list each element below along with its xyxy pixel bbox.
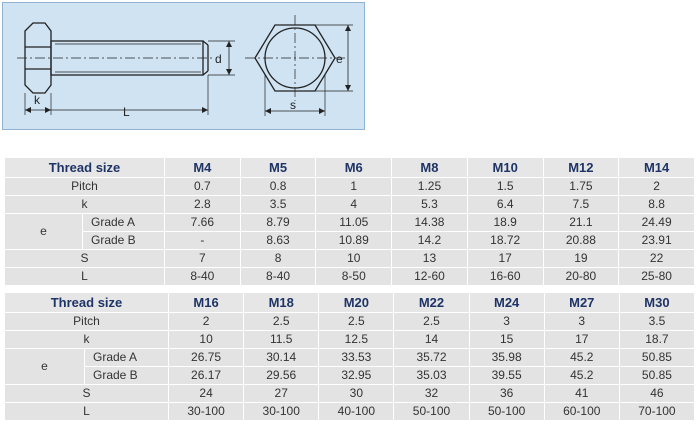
bolt-side-view xyxy=(17,23,235,115)
table-cell: 24 xyxy=(169,385,244,403)
table-cell: 40-100 xyxy=(319,403,394,421)
row-label: L xyxy=(5,403,169,421)
table-row-s xyxy=(5,385,695,403)
table-cell: 18.72 xyxy=(467,232,543,250)
row-label: e xyxy=(5,349,85,385)
table-cell: 30-100 xyxy=(244,403,319,421)
table-cell: 6.4 xyxy=(467,196,543,214)
table-cell: 19 xyxy=(543,250,619,268)
table-cell: 14.38 xyxy=(392,214,468,232)
table-cell: 70-100 xyxy=(619,403,694,421)
thread-size-header: Thread size xyxy=(5,158,165,178)
table-cell: 26.17 xyxy=(169,367,244,385)
k-arrow-left xyxy=(25,107,31,113)
table-cell: 10 xyxy=(169,331,244,349)
table-cell: 23.91 xyxy=(619,232,695,250)
table-cell: 45.2 xyxy=(544,367,619,385)
size-header: M30 xyxy=(619,293,694,313)
table-cell: 2.5 xyxy=(319,313,394,331)
thread-size-table-m16-m30 xyxy=(4,292,695,421)
table-row-l xyxy=(5,268,695,286)
size-header: M14 xyxy=(619,158,695,178)
s-arrow-left xyxy=(265,108,271,114)
row-label: k xyxy=(5,196,165,214)
table-cell: 2.5 xyxy=(394,313,469,331)
bolt-drawing-panel xyxy=(2,2,365,130)
table-row-header xyxy=(5,293,695,313)
k-arrow-right xyxy=(45,107,51,113)
thread-size-table-m4-m14 xyxy=(4,157,695,286)
size-header: M6 xyxy=(316,158,392,178)
table-cell: 1.75 xyxy=(543,178,619,196)
table-cell: 14 xyxy=(394,331,469,349)
size-header: M8 xyxy=(392,158,468,178)
table-cell: 1.25 xyxy=(392,178,468,196)
table-cell: 20.88 xyxy=(543,232,619,250)
table-cell: 8.79 xyxy=(240,214,316,232)
grade-label: Grade B xyxy=(85,367,169,385)
d-label: d xyxy=(215,52,222,66)
grade-label: Grade A xyxy=(83,214,165,232)
table-cell: 50.85 xyxy=(619,349,694,367)
k-label: k xyxy=(34,93,40,107)
table-cell: 1.5 xyxy=(467,178,543,196)
row-label: Pitch xyxy=(5,178,165,196)
d-arrow-top xyxy=(226,41,232,47)
table-cell: 10 xyxy=(316,250,392,268)
table-cell: 7.5 xyxy=(543,196,619,214)
table-cell: 35.98 xyxy=(469,349,544,367)
hex-bolt-drawing xyxy=(3,3,366,131)
table-cell: 27 xyxy=(244,385,319,403)
e-arrow-bottom xyxy=(345,85,351,91)
table-cell: 18.9 xyxy=(467,214,543,232)
table-row-pitch xyxy=(5,313,695,331)
thread-size-header: Thread size xyxy=(5,293,169,313)
table-cell: 8-40 xyxy=(240,268,316,286)
table-cell: 1 xyxy=(316,178,392,196)
size-header: M12 xyxy=(543,158,619,178)
table-cell: 50-100 xyxy=(469,403,544,421)
d-arrow-bottom xyxy=(226,69,232,75)
table-cell: 11.05 xyxy=(316,214,392,232)
size-header: M5 xyxy=(240,158,316,178)
table-cell: 0.7 xyxy=(165,178,241,196)
table-cell: 18.7 xyxy=(619,331,694,349)
table-cell: 4 xyxy=(316,196,392,214)
table-cell: 60-100 xyxy=(544,403,619,421)
grade-label: Grade B xyxy=(83,232,165,250)
table-cell: 25-80 xyxy=(619,268,695,286)
table-cell: 2.8 xyxy=(165,196,241,214)
s-label: s xyxy=(290,98,296,112)
table-row-s xyxy=(5,250,695,268)
table-cell: 12.5 xyxy=(319,331,394,349)
size-header: M24 xyxy=(469,293,544,313)
table-cell: 8-40 xyxy=(165,268,241,286)
table-row-pitch xyxy=(5,178,695,196)
grade-label: Grade A xyxy=(85,349,169,367)
table-cell: 46 xyxy=(619,385,694,403)
l-label: L xyxy=(123,105,130,119)
table-row-l xyxy=(5,403,695,421)
row-label: L xyxy=(5,268,165,286)
table-cell: 24.49 xyxy=(619,214,695,232)
table-row-e-grade-b xyxy=(5,232,695,250)
table-cell: 22 xyxy=(619,250,695,268)
table-cell: 12-60 xyxy=(392,268,468,286)
table-cell: 50.85 xyxy=(619,367,694,385)
dimension-arrows xyxy=(25,41,232,113)
table-cell: 17 xyxy=(467,250,543,268)
table-cell: 35.72 xyxy=(394,349,469,367)
table-cell: - xyxy=(165,232,241,250)
table-cell: 8.63 xyxy=(240,232,316,250)
table-cell: 3 xyxy=(544,313,619,331)
chamfer-top xyxy=(203,41,208,45)
end-view-arrows xyxy=(265,25,351,114)
table-cell: 0.8 xyxy=(240,178,316,196)
table-cell: 8-50 xyxy=(316,268,392,286)
table-cell: 10.89 xyxy=(316,232,392,250)
table-cell: 39.55 xyxy=(469,367,544,385)
table-cell: 50-100 xyxy=(394,403,469,421)
table-cell: 30 xyxy=(319,385,394,403)
table-cell: 29.56 xyxy=(244,367,319,385)
table-cell: 16-60 xyxy=(467,268,543,286)
table-cell: 32 xyxy=(394,385,469,403)
table-cell: 26.75 xyxy=(169,349,244,367)
table-cell: 33.53 xyxy=(319,349,394,367)
table-cell: 45.2 xyxy=(544,349,619,367)
row-label: Pitch xyxy=(5,313,169,331)
table-row-header xyxy=(5,158,695,178)
table-cell: 2 xyxy=(619,178,695,196)
table-cell: 36 xyxy=(469,385,544,403)
size-header: M18 xyxy=(244,293,319,313)
size-header: M16 xyxy=(169,293,244,313)
row-label: k xyxy=(5,331,169,349)
row-label: S xyxy=(5,250,165,268)
size-header: M22 xyxy=(394,293,469,313)
table-cell: 8 xyxy=(240,250,316,268)
size-header: M4 xyxy=(165,158,241,178)
e-arrow-top xyxy=(345,25,351,31)
s-arrow-right xyxy=(319,108,325,114)
row-label: S xyxy=(5,385,169,403)
table-cell: 35.03 xyxy=(394,367,469,385)
table-cell: 30.14 xyxy=(244,349,319,367)
table-cell: 32.95 xyxy=(319,367,394,385)
size-header: M20 xyxy=(319,293,394,313)
table-cell: 7 xyxy=(165,250,241,268)
table-cell: 3 xyxy=(469,313,544,331)
table-cell: 11.5 xyxy=(244,331,319,349)
table-cell: 2 xyxy=(169,313,244,331)
table-row-k xyxy=(5,196,695,214)
e-label: e xyxy=(336,52,343,66)
table-cell: 7.66 xyxy=(165,214,241,232)
size-header: M27 xyxy=(544,293,619,313)
table-cell: 21.1 xyxy=(543,214,619,232)
table-row-e-grade-a xyxy=(5,214,695,232)
table-cell: 3.5 xyxy=(619,313,694,331)
row-label: e xyxy=(5,214,83,250)
table-row-e-grade-a xyxy=(5,349,695,367)
table-row-k xyxy=(5,331,695,349)
table-cell: 15 xyxy=(469,331,544,349)
l-arrow-right xyxy=(202,107,208,113)
table-cell: 2.5 xyxy=(244,313,319,331)
table-cell: 41 xyxy=(544,385,619,403)
table-row-e-grade-b xyxy=(5,367,695,385)
table-cell: 17 xyxy=(544,331,619,349)
table-cell: 13 xyxy=(392,250,468,268)
table-cell: 3.5 xyxy=(240,196,316,214)
size-header: M10 xyxy=(467,158,543,178)
table-cell: 14.2 xyxy=(392,232,468,250)
chamfer-bottom xyxy=(203,71,208,75)
table-cell: 20-80 xyxy=(543,268,619,286)
table-cell: 30-100 xyxy=(169,403,244,421)
table-cell: 5.3 xyxy=(392,196,468,214)
table-cell: 8.8 xyxy=(619,196,695,214)
